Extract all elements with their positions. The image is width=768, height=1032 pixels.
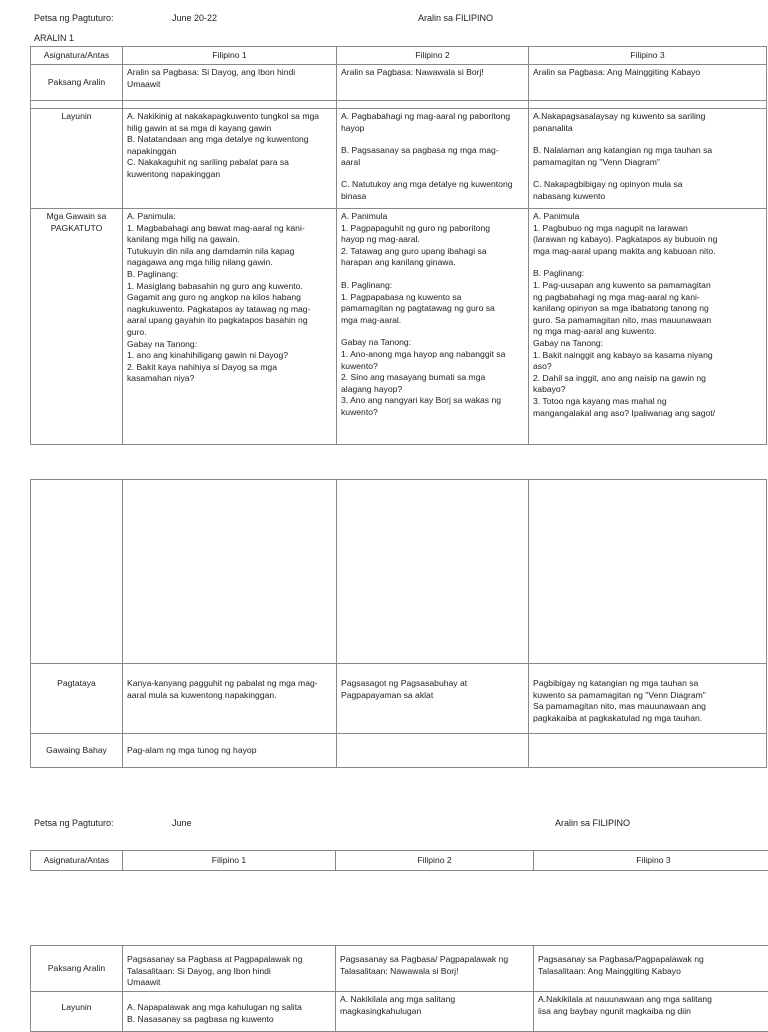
col-header-filipino-3: Filipino 3 [529, 47, 767, 65]
cell-line: (larawan ng kabayo). Pagkatapos ay bubuoin ng [533, 234, 762, 246]
cell-line: kuwento? [341, 407, 524, 419]
cell-line: C. Natutukoy ang mga detalye ng kuwentong [341, 179, 524, 191]
cell-line: hayop ng mag-aaral. [341, 234, 524, 246]
cell-line: Gabay na Tanong: [533, 338, 762, 350]
cell-line: 2. Tatawag ang guro upang ibahagi sa [341, 246, 524, 258]
cell-line: A. Panimula: [127, 211, 332, 223]
cell-line: mangangalakal ang aso? Ipaliwanag ang sagot/ [533, 408, 762, 420]
layunin-f1 [123, 109, 337, 209]
cell-line [341, 269, 524, 280]
cell-line: PAGKATUTO [35, 223, 118, 235]
cell-line: 1. Magbabahagi ang bawat mag-aaral ng kani- [127, 223, 332, 235]
pagtataya-f1 [123, 664, 337, 734]
cell-line: 1. Pagbubuo ng mga nagupit na larawan [533, 223, 762, 235]
cell-line: kuwento sa pamamagitan ng "Venn Diagram" [533, 690, 762, 702]
cell-line [341, 134, 524, 145]
subject-title-2: Aralin sa FILIPINO [555, 818, 630, 830]
cell-line: harapan ang kanilang ginawa. [341, 257, 524, 269]
cell-line: C. Nakakaguhit ng sariling pabalat para sa [127, 157, 332, 169]
cell-line: Aralin sa Pagbasa: Nawawala si Borj! [341, 67, 524, 79]
col-header-filipino-2-2: Filipino 2 [336, 851, 534, 871]
layunin-f2 [337, 109, 529, 209]
paksa-row-2 [31, 946, 768, 992]
gawain-row [31, 209, 767, 445]
cell-line: nagkukuwento. Pagkatapos ay tatawag ng mag- [127, 304, 332, 316]
cell-line: A.Nakikilala at nauunawaan ang mga salitang [538, 994, 768, 1006]
row-label-gawain [31, 209, 123, 445]
cell-line: A. Nakikinig at nakakapagkuwento tungkol sa mga [127, 111, 332, 123]
cell-line: hayop [341, 123, 524, 135]
cell-line: pamamagitan ng pagtatawag ng guro sa [341, 303, 524, 315]
cell-line: Gabay na Tanong: [127, 339, 332, 351]
lesson-plan-table-3 [30, 850, 768, 871]
row-label-layunin-2: Layunin [31, 992, 123, 1032]
cell-line: pagkakaiba at pagkakatulad ng mga tauhan. [533, 713, 762, 725]
row-label-paksa: Paksang Aralin [31, 65, 123, 101]
cell-line: Pagsasanay sa Pagbasa/Pagpapalawak ng [538, 954, 768, 966]
cell-line: A. Napapalawak ang mga kahulugan ng salita [127, 1002, 331, 1014]
cell-line: Gagamit ang guro ng angkop na kilos habang [127, 292, 332, 304]
col-header-filipino-1: Filipino 1 [123, 47, 337, 65]
cell-line: kanilang opinyon sa mga ibabatong tanong ng [533, 303, 762, 315]
cell-line: Gabay na Tanong: [341, 337, 524, 349]
cell-line: Pagsasanay sa Pagbasa at Pagpapalawak ng [127, 954, 331, 966]
col-header-filipino-2: Filipino 2 [337, 47, 529, 65]
cell-line: Aralin sa Pagbasa: Ang Mainggiting Kabayo [533, 67, 762, 79]
cell-line [533, 134, 762, 145]
cell-line: Pagbibigay ng katangian ng mga tauhan sa [533, 678, 762, 690]
cell-line: B. Natatandaan ang mga detalye ng kuwentong [127, 134, 332, 146]
layunin-row [31, 109, 767, 209]
cell-line: ng pagbabahagi ng mga mag-aaral ng kani- [533, 292, 762, 304]
cell-line: iisa ang baybay ngunit magkaiba ng diin [538, 1006, 768, 1018]
cell-line: pananalita [533, 123, 762, 135]
col-header-filipino-1-2: Filipino 1 [123, 851, 336, 871]
subject-title: Aralin sa FILIPINO [418, 13, 493, 25]
layunin-row-2 [31, 992, 768, 1032]
col-header-asignatura-2: Asignatura/Antas [31, 851, 123, 871]
layunin2-f2 [336, 992, 534, 1032]
cell-line: Aralin sa Pagbasa: Si Dayog, ang Ibon hindi [127, 67, 332, 79]
cell-line: 2. Bakit kaya nahihiya si Dayog sa mga [127, 362, 332, 374]
gawain-f2 [337, 209, 529, 445]
cell-line: Pagsasagot ng Pagsasabuhay at [341, 678, 524, 690]
lesson-plan-table-2 [30, 479, 767, 768]
date-value: June 20-22 [172, 13, 217, 25]
pagtataya-f2 [337, 664, 529, 734]
cell-line: A. Pagbabahagi ng mag-aaral ng paboritong [341, 111, 524, 123]
cell-line: 3. Totoo nga kayang mas mahal ng [533, 396, 762, 408]
cell-line: mga mag-aaral. [341, 315, 524, 327]
cell-line: kabayo? [533, 384, 762, 396]
layunin2-f3 [534, 992, 768, 1032]
cell-line: Talasalitaan: Ang Mainggiting Kabayo [538, 966, 768, 978]
cell-line: aaral [341, 157, 524, 169]
paksa2-f1 [123, 946, 336, 992]
col-header-asignatura: Asignatura/Antas [31, 47, 123, 65]
paksa-f3 [529, 65, 767, 101]
cell-line [341, 326, 524, 337]
date-value-2: June [172, 818, 192, 830]
cell-line: hilig gawin at sa mga di kayang gawin [127, 123, 332, 135]
cell-line: Kanya-kanyang pagguhit ng pabalat ng mga mag- [127, 678, 332, 690]
cell-line: 1. Masiglang babasahin ng guro ang kuwento. [127, 281, 332, 293]
cell-line: mga mag-aaral upang makita ang kabuoan nito. [533, 246, 762, 258]
gawain-f3 [529, 209, 767, 445]
cell-line: A. Panimula [533, 211, 762, 223]
cell-line: 1. Pagpapaguhit ng guro ng paboritong [341, 223, 524, 235]
row-label-layunin: Layunin [31, 109, 123, 209]
cell-line: 2. Dahil sa inggit, ano ang naisip na gawin ng [533, 373, 762, 385]
cell-line: 1. Pagpapabasa ng kuwento sa [341, 292, 524, 304]
gawaing-bahay-row [31, 734, 767, 768]
cell-line: Pagsasanay sa Pagbasa/ Pagpapalawak ng [340, 954, 529, 966]
row-label-pagtataya: Pagtataya [31, 664, 123, 734]
paksa2-f2 [336, 946, 534, 992]
cell-line: B. Paglinang: [127, 269, 332, 281]
cell-line: alagang hayop? [341, 384, 524, 396]
cell-line: 2. Sino ang masayang bumati sa mga [341, 372, 524, 384]
header-row-2 [31, 851, 768, 871]
cell-line: Umaawit [127, 977, 331, 989]
cell-line: 1. ano ang kinahihiligang gawin ni Dayog? [127, 350, 332, 362]
cell-line: nabasang kuwento [533, 191, 762, 203]
cell-line: Pagpapayaman sa aklat [341, 690, 524, 702]
cell-line: B. Pagsasanay sa pagbasa ng mga mag- [341, 145, 524, 157]
cell-line: magkasingkahulugan [340, 1006, 529, 1018]
date-label-2: Petsa ng Pagtuturo: [34, 818, 114, 830]
cell-line: B. Nasasanay sa pagbasa ng kuwento [127, 1014, 331, 1026]
cell-line: B. Nalalaman ang katangian ng mga tauhan sa [533, 145, 762, 157]
cell-line: binasa [341, 191, 524, 203]
cell-line [533, 168, 762, 179]
header-row [31, 47, 767, 65]
lesson-plan-table-4 [30, 945, 768, 1032]
layunin2-f1 [123, 992, 336, 1032]
cell-line: napakinggan [127, 146, 332, 158]
cell-line: aaral upang gayahin ito pagkatapos basahin ng [127, 315, 332, 327]
row-label-paksa-2: Paksang Aralin [31, 946, 123, 992]
spacer-row [31, 101, 767, 109]
cell-line: Tutukuyin din nila ang damdamin nila kapag [127, 246, 332, 258]
cell-line: guro. [127, 327, 332, 339]
cell-line: 1. Pag-uusapan ang kuwento sa pamamagitan [533, 280, 762, 292]
pagtataya-row [31, 664, 767, 734]
cell-line: Pag-alam ng mga tunog ng hayop [127, 745, 332, 757]
cell-line: B. Paglinang: [533, 268, 762, 280]
cell-line: kasamahan niya? [127, 373, 332, 385]
date-label: Petsa ng Pagtuturo: [34, 13, 114, 25]
cell-line: A. Nakikilala ang mga salitang [340, 994, 529, 1006]
cell-line: ng mga mag-aaral ang kuwento. [533, 326, 762, 338]
cell-line: kanilang mga hilig na gawain. [127, 234, 332, 246]
cell-line: B. Paglinang: [341, 280, 524, 292]
cell-line: A.Nakapagsasalaysay ng kuwento sa sariling [533, 111, 762, 123]
row-label-gawaing-bahay: Gawaing Bahay [31, 734, 123, 768]
gawain-f1 [123, 209, 337, 445]
cell-line: aaral mula sa kuwentong napakinggan. [127, 690, 332, 702]
cell-line: Umaawit [127, 79, 332, 91]
gawaing-f1 [123, 734, 337, 768]
cell-line: nagagawa ang mga hilig nilang gawin. [127, 257, 332, 269]
cell-line: kuwentong napakinggan [127, 169, 332, 181]
cell-line: C. Nakapagbibigay ng opinyon mula sa [533, 179, 762, 191]
pagtataya-f3 [529, 664, 767, 734]
cell-line: Talasalitaan: Nawawala si Borj! [340, 966, 529, 978]
cell-line: 1. Bakit nainggit ang kabayo sa kasama niyang [533, 350, 762, 362]
cell-line: 1. Ano-anong mga hayop ang nabanggit sa [341, 349, 524, 361]
cell-line: 3. Ano ang nangyari kay Borj sa wakas ng [341, 395, 524, 407]
cell-line [341, 168, 524, 179]
blank-row [31, 480, 767, 664]
paksa-row [31, 65, 767, 101]
cell-line: kuwento? [341, 361, 524, 373]
paksa-f2 [337, 65, 529, 101]
cell-line: Sa pamamagitan nito, mas mauunawaan ang [533, 701, 762, 713]
cell-line: Talasalitaan: Si Dayog, ang Ibon hindi [127, 966, 331, 978]
layunin-f3 [529, 109, 767, 209]
cell-line: pamamagitan ng "Venn Diagram" [533, 157, 762, 169]
cell-line: Mga Gawain sa [35, 211, 118, 223]
cell-line: A. Panimula [341, 211, 524, 223]
cell-line: guro. Sa pamamagitan nito, mas mauunawaan [533, 315, 762, 327]
lesson-title: ARALIN 1 [34, 33, 74, 45]
lesson-plan-table-1 [30, 46, 767, 445]
col-header-filipino-3-2: Filipino 3 [534, 851, 768, 871]
paksa2-f3 [534, 946, 768, 992]
paksa-f1 [123, 65, 337, 101]
cell-line [533, 257, 762, 268]
cell-line: aso? [533, 361, 762, 373]
